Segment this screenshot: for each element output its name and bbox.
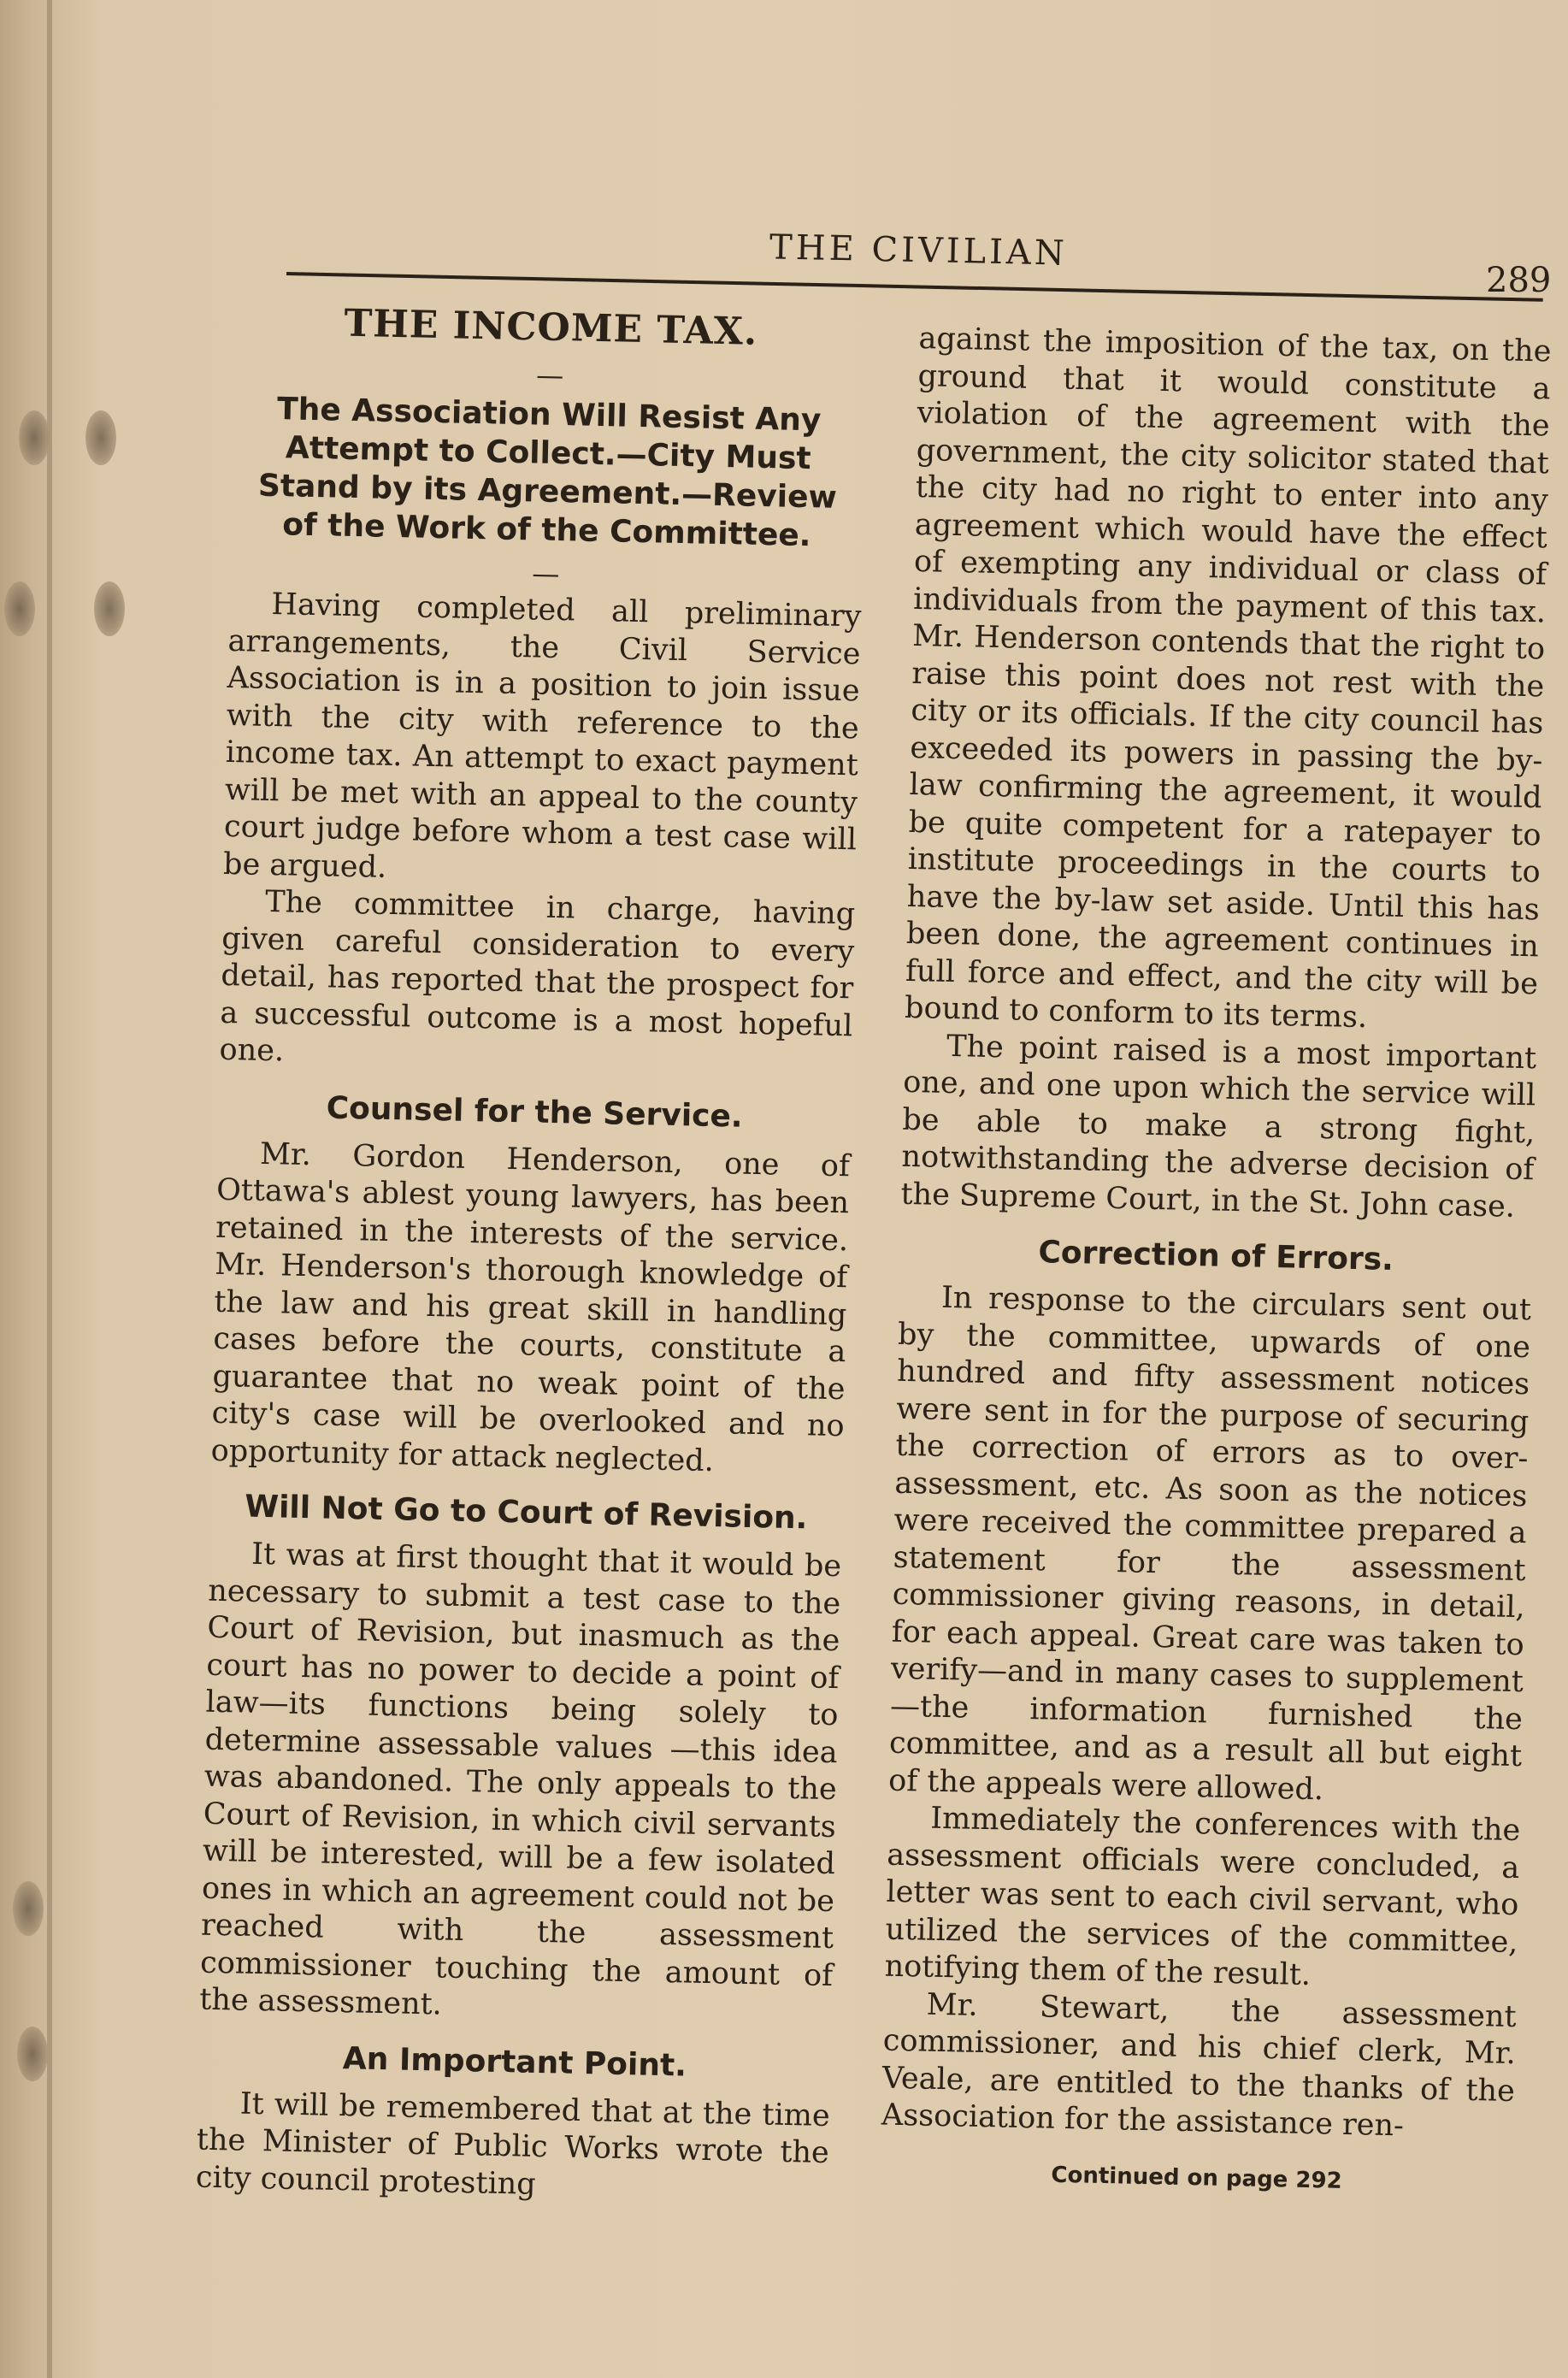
article-subhead: The Association Will Resist Any Attempt to Collect.—City Must Stand by its Agreement.—Review of the Work of the Committee. <box>257 392 838 554</box>
column-left <box>196 299 868 2210</box>
binding-hole <box>85 410 116 465</box>
binding-hole <box>94 581 125 636</box>
paragraph: Mr. Gordon Henderson, one of Ottawa's ablest young lawyers, has been retained in the interests of the service. Mr. Henderson's thorough knowledge of the law and his great skill in handling cases before the courts, constitute a guarantee that no weak point of the city's case will be overlooked and no opportunity for attack neglected. <box>210 1136 851 1478</box>
column-right <box>880 321 1551 2198</box>
section-heading: Correction of Errors. <box>1038 1235 1394 1278</box>
binding-hole <box>19 410 50 465</box>
paragraph: It will be remembered that at the time the Minister of Public Works wrote the city council protesting <box>195 2086 831 2202</box>
subhead-dash: — <box>531 557 560 591</box>
header-rule <box>286 272 1543 302</box>
binding-hole <box>13 1881 44 1936</box>
paragraph: It was at first thought that it would be necessary to submit a test case to the Court of Revision, but inasmuch as the court has no power to decide a point of law—its functions being solely to determine assessable values —this idea was abandoned. The only appeals to the Court of Revision, in which civil servants will be interested, will be a few isolated ones in which an agreement could not be reached with the assessment commissioner touching the amount of the assessment. <box>198 1537 842 2022</box>
paragraph: Having completed all preliminary arrangements, the Civil Service Association is in a position to join issue with the city with reference to the income tax. An attempt to exact payment will be met with an appeal to the county court judge before whom a test case will be argued. <box>222 587 862 885</box>
paragraph: against the imposition of the tax, on the ground that it would constitute a violation of the agreement with the government, the city solicitor stated that the city had no right to enter into any agreement which would have the effect of exempting any individual or class of individuals from the payment of this tax. Mr. Henderson contends that the right to raise this point does not rest with the city or its officials. If the city council has exceeded its powers in passing the by-law confirming the agreement, it would be quite competent for a ratepayer to institute proceedings in the courts to have the by-law set aside. Until this has been done, the agreement continues in full force and effect, and the city will be bound to conform to its terms. <box>904 321 1552 1036</box>
binding-edge <box>47 0 52 2378</box>
section-heading: Will Not Go to Court of Revision. <box>244 1489 808 1537</box>
paragraph: The committee in charge, having given careful consideration to every detail, has reported that the prospect for a successful outcome is a most hopeful one. <box>219 884 856 1069</box>
binding-hole <box>17 2027 48 2081</box>
section-heading: An Important Point. <box>342 2040 687 2084</box>
title-dash: — <box>535 358 564 392</box>
section-heading: Counsel for the Service. <box>326 1089 744 1135</box>
continued-note: Continued on page 292 <box>1051 2162 1342 2194</box>
paragraph: Immediately the conferences with the assessment officials were concluded, a letter was sent to each civil servant, who utilized the services of the committee, notifying them of the result. <box>884 1801 1521 1993</box>
page-number: 289 <box>1486 261 1552 300</box>
paragraph: The point raised is a most important one, and one upon which the service will be able to make a strong fight, notwithstanding the adverse decision of the Supreme Court, in the St. John case. <box>900 1029 1537 1224</box>
running-title: THE CIVILIAN <box>769 227 1069 274</box>
article-title: THE INCOME TAX. <box>343 301 758 354</box>
column-right-body <box>881 321 1552 2148</box>
paragraph: In response to the circulars sent out by the committee, upwards of one hundred and fifty assessment notices were sent in for the purpose of securing the correction of errors as to over-assessment, etc. As soon as the notices were received the committee prepared a statement for the assessment commissioner giving reasons, in detail, for each appeal. Great care was taken to verify—and in many cases to supplement—the information furnished the committee, and as a result all but eight of the appeals were allowed. <box>887 1280 1532 1807</box>
binding-hole <box>4 581 35 636</box>
column-left-body <box>196 586 862 2210</box>
paragraph: Mr. Stewart, the assessment commissioner, and his chief clerk, Mr. Veale, are entitled to the thanks of the Association for the assistance ren- <box>881 1987 1518 2144</box>
